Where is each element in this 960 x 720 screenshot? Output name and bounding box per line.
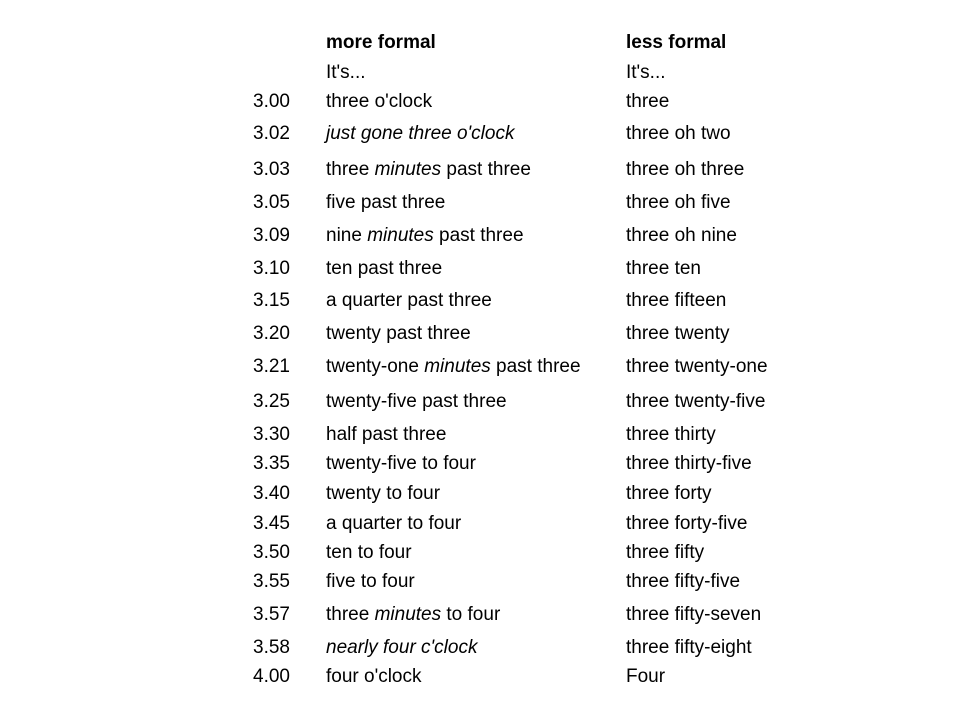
formal-expression-cell: [326, 538, 412, 568]
time-cell: 3.25: [253, 391, 290, 412]
text: twenty-five past three: [326, 391, 507, 412]
formal-expression-cell: [326, 387, 507, 417]
table-row: [0, 387, 960, 417]
time-cell: 3.55: [253, 571, 290, 592]
formal-expression-cell: [326, 155, 531, 185]
informal-expression-cell: three oh nine: [626, 225, 737, 246]
table-row: [0, 449, 960, 479]
formal-expression-cell: [326, 254, 442, 284]
more-formal-heading: more formal: [326, 32, 436, 53]
text: past three: [441, 159, 531, 180]
italic-text: minutes: [374, 159, 442, 180]
formal-expression-cell: [326, 286, 492, 316]
informal-expression-cell: three thirty: [626, 424, 716, 445]
text: five past three: [326, 192, 446, 213]
formal-expression-cell: [326, 221, 524, 251]
text: half past three: [326, 424, 447, 445]
text: five to four: [326, 571, 415, 592]
time-cell: 3.20: [253, 323, 290, 344]
informal-expression-cell: three fifteen: [626, 290, 727, 311]
text: to four: [441, 604, 501, 625]
table-row: [0, 119, 960, 149]
informal-expression-cell: three fifty: [626, 542, 705, 563]
informal-expression-cell: three twenty-five: [626, 391, 766, 412]
its-formal-label: It's...: [326, 62, 366, 83]
time-cell: 3.21: [253, 356, 290, 377]
informal-expression-cell: Four: [626, 666, 666, 687]
informal-expression-cell: three twenty: [626, 323, 730, 344]
text: three o'clock: [326, 91, 433, 112]
text: past three: [433, 225, 524, 246]
table-row: [0, 254, 960, 284]
table-row: [0, 509, 960, 539]
text: ten past three: [326, 258, 443, 279]
italic-text: minutes: [424, 356, 491, 377]
text: past three: [490, 356, 581, 377]
informal-expression-cell: three forty: [626, 483, 712, 504]
informal-expression-cell: three fifty-seven: [626, 604, 762, 625]
text: twenty past three: [326, 323, 471, 344]
informal-expression-cell: three ten: [626, 258, 701, 279]
formal-expression-cell: [326, 600, 500, 630]
informal-expression-cell: three oh two: [626, 123, 731, 144]
its-row: [0, 58, 960, 88]
formal-expression-cell: [326, 567, 415, 597]
italic-text: minutes: [374, 604, 442, 625]
text: a quarter past three: [326, 290, 492, 311]
table-row: [0, 479, 960, 509]
formal-expression-cell: [326, 449, 476, 479]
text: twenty-one: [326, 356, 425, 377]
time-cell: 3.09: [253, 225, 290, 246]
informal-expression-cell: three: [626, 91, 670, 112]
formal-expression-cell: [326, 352, 581, 382]
table-row: [0, 538, 960, 568]
text: a quarter to four: [326, 513, 462, 534]
time-cell: 3.03: [253, 159, 290, 180]
formal-expression-cell: [326, 119, 514, 149]
table-row: [0, 633, 960, 663]
table-row: [0, 286, 960, 316]
time-cell: 3.57: [253, 604, 290, 625]
formal-expression-cell: [326, 188, 445, 218]
informal-expression-cell: three fifty-eight: [626, 637, 752, 658]
informal-expression-cell: three oh three: [626, 159, 745, 180]
formal-expression-cell: [326, 479, 440, 509]
time-cell: 3.10: [253, 258, 290, 279]
time-cell: 3.35: [253, 453, 290, 474]
formal-expression-cell: [326, 633, 477, 663]
text: twenty to four: [326, 483, 441, 504]
time-cell: 3.50: [253, 542, 290, 563]
table-row: [0, 662, 960, 692]
table-row: [0, 155, 960, 185]
time-cell: 3.45: [253, 513, 290, 534]
time-cell: 3.15: [253, 290, 290, 311]
informal-expression-cell: three oh five: [626, 192, 731, 213]
time-cell: 3.00: [253, 91, 290, 112]
text: nine: [326, 225, 368, 246]
text: three: [326, 604, 375, 625]
time-cell: 3.05: [253, 192, 290, 213]
text: four o'clock: [326, 666, 422, 687]
informal-expression-cell: three twenty-one: [626, 356, 768, 377]
informal-expression-cell: three fifty-five: [626, 571, 741, 592]
table-row: [0, 221, 960, 251]
time-cell: 3.58: [253, 637, 290, 658]
table-row: [0, 420, 960, 450]
formal-expression-cell: [326, 420, 446, 450]
less-formal-heading: less formal: [626, 32, 727, 53]
time-cell: 3.30: [253, 424, 290, 445]
formal-expression-cell: [326, 87, 432, 117]
its-informal-label: It's...: [626, 62, 666, 83]
formal-expression-cell: [326, 319, 471, 349]
italic-text: nearly four c'clock: [326, 637, 478, 658]
table-row: [0, 188, 960, 218]
table-row: [0, 352, 960, 382]
table-row: [0, 87, 960, 117]
time-cell: 3.40: [253, 483, 290, 504]
text: three: [326, 159, 375, 180]
formal-expression-cell: [326, 509, 461, 539]
table-row: [0, 567, 960, 597]
header-row: [0, 28, 960, 58]
italic-text: just gone three o'clock: [326, 123, 515, 144]
formal-expression-cell: [326, 662, 422, 692]
text: ten to four: [326, 542, 412, 563]
time-cell: 3.02: [253, 123, 290, 144]
informal-expression-cell: three thirty-five: [626, 453, 752, 474]
time-cell: 4.00: [253, 666, 290, 687]
table-row: [0, 600, 960, 630]
text: twenty-five to four: [326, 453, 476, 474]
table-row: [0, 319, 960, 349]
italic-text: minutes: [367, 225, 434, 246]
informal-expression-cell: three forty-five: [626, 513, 748, 534]
